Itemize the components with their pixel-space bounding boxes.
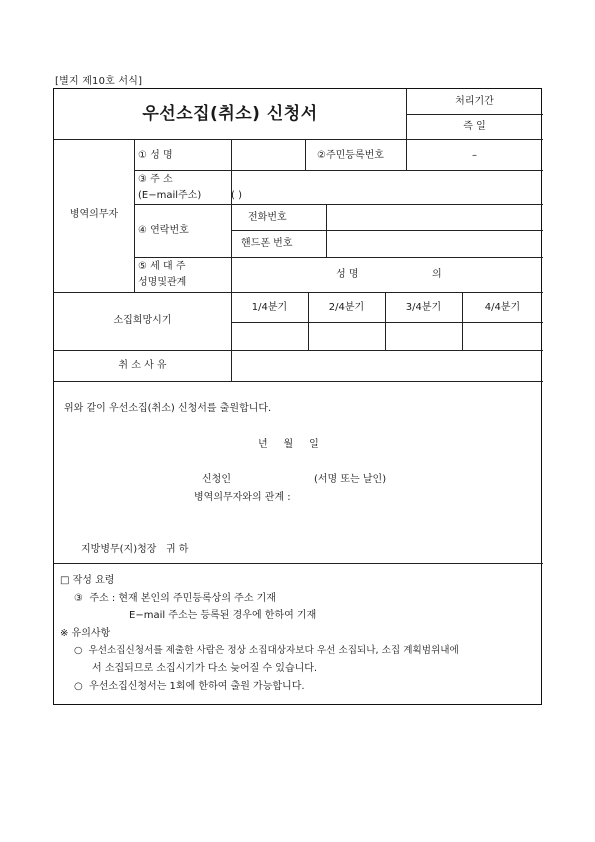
- notes-caution-title: ※ 유의사항: [60, 628, 111, 639]
- rule-title-bottom: [54, 139, 543, 140]
- declaration-statement: 위와 같이 우선소집(취소) 신청서를 출원합니다.: [64, 403, 272, 414]
- applicant-section-label: 병역의무자: [69, 209, 119, 220]
- notes-caution-item-2: ○ 우선소집신청서는 1회에 한하여 출원 가능합니다.: [74, 681, 305, 692]
- relation-label: 병역의무자와의 관계 :: [194, 492, 291, 503]
- address-label: ③ 주 소: [138, 174, 173, 185]
- rule-quarter-header-bottom: [231, 322, 543, 323]
- householder-relation-text: 의: [432, 269, 442, 280]
- rule-applicant-bottom: [54, 292, 543, 293]
- quarter-3-label: 3/4분기: [405, 302, 442, 313]
- rule-period-bottom: [54, 350, 543, 351]
- notes-caution-item-1: ○ 우선소집신청서를 제출한 사람은 정상 소집대상자보다 우선 소집되나, 소집 계획범위내에: [74, 645, 459, 656]
- applicant-signature-label: 신청인: [202, 474, 231, 485]
- rule-phone-bottom: [231, 230, 543, 231]
- mobile-label: 핸드폰 번호: [241, 238, 293, 249]
- email-field: ( ): [231, 190, 242, 201]
- rule-name-bottom: [134, 170, 543, 171]
- rule-q2-divider: [385, 292, 386, 350]
- householder-label: ⑤ 세 대 주: [138, 261, 186, 272]
- rule-q1-divider: [308, 292, 309, 350]
- rule-processing: [406, 114, 543, 115]
- rule-contact-divider: [326, 204, 327, 257]
- householder-relation-label: 성명및관계: [138, 277, 187, 288]
- application-date: 년 월 일: [258, 439, 319, 450]
- rrn-label: ②주민등록번호: [317, 150, 384, 161]
- quarter-1-label: 1/4분기: [251, 302, 288, 313]
- notes-caution-item-1-cont: 서 소집되므로 소집시기가 다소 늦어질 수 있습니다.: [92, 663, 318, 674]
- quarter-2-label: 2/4분기: [328, 302, 365, 313]
- phone-label: 전화번호: [248, 212, 287, 223]
- quarter-4-label: 4/4분기: [484, 302, 521, 313]
- signature-note: (서명 또는 날인): [314, 474, 387, 485]
- rule-label-divider: [231, 139, 232, 381]
- rule-name-divider: [305, 139, 306, 170]
- notes-writing-guide-line-1: ③ 주소 : 현재 본인의 주민등록상의 주소 기재: [74, 593, 276, 604]
- form-number-header: [별지 제10호 서식]: [55, 76, 143, 87]
- processing-period-value: 즉 일: [463, 121, 486, 132]
- notes-writing-guide-title: □ 작성 요령: [60, 575, 115, 586]
- notes-writing-guide-line-2: E−mail 주소는 등록된 경우에 한하여 기재: [129, 610, 317, 621]
- rule-q3-divider: [462, 292, 463, 350]
- householder-name-text: 성 명: [336, 269, 359, 280]
- processing-period-label: 처리기간: [455, 96, 494, 107]
- contact-label: ④ 연락번호: [138, 225, 189, 236]
- period-label: 소집희망시기: [113, 315, 172, 326]
- rule-contact-bottom: [134, 257, 543, 258]
- rrn-value: –: [472, 150, 477, 161]
- rule-body-bottom: [54, 563, 543, 564]
- rule-reason-bottom: [54, 381, 543, 382]
- rule-section-divider: [134, 139, 135, 292]
- cancel-reason-label: 취 소 사 유: [118, 360, 167, 371]
- form-title: 우선소집(취소) 신청서: [142, 104, 318, 124]
- name-label: ① 성 명: [138, 150, 173, 161]
- rule-address-bottom: [134, 204, 543, 205]
- application-form: [53, 88, 542, 705]
- email-label: (E−mail주소): [138, 190, 202, 201]
- addressee: 지방병무(지)청장 귀 하: [81, 544, 189, 555]
